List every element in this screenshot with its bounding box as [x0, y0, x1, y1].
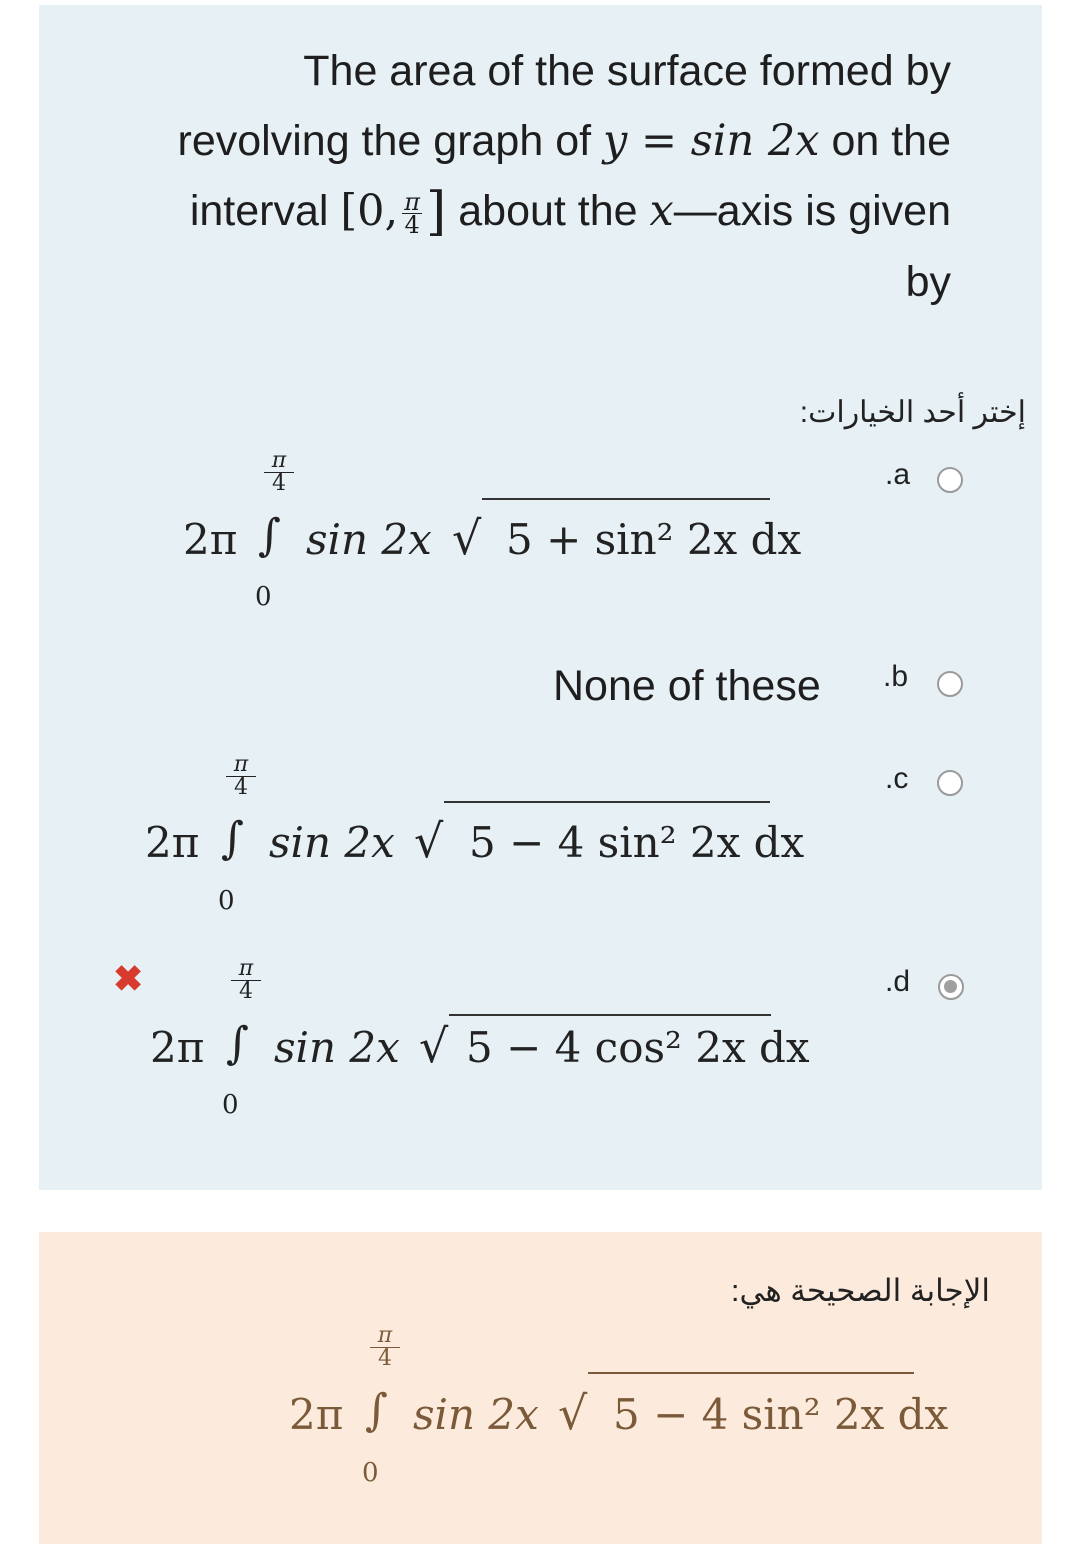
- option-d-radio[interactable]: [938, 974, 964, 1000]
- sqrt-sign: √: [452, 511, 482, 565]
- sqrt-sign: √: [419, 1019, 449, 1073]
- option-a-radio[interactable]: [937, 467, 963, 493]
- option-d-label: .d: [885, 965, 911, 998]
- option-a-label: .a: [885, 458, 911, 491]
- question-line-1: The area of the surface formed by: [303, 47, 951, 95]
- correct-answer-title: الإجابة الصحيحة هي:: [730, 1273, 990, 1308]
- incorrect-x-icon: ✖: [113, 958, 144, 999]
- integral-sign: ∫: [258, 510, 281, 561]
- option-b-radio[interactable]: [937, 671, 963, 697]
- question-line-4: by: [905, 258, 951, 306]
- option-b-label: .b: [883, 660, 909, 693]
- integral-sign: ∫: [365, 1385, 388, 1436]
- integral-sign: ∫: [221, 813, 244, 864]
- question-line-3: interval [0, $\frac{\pi}{4}$ ] about the x—axis is given: [189, 182, 951, 242]
- interval-open: [0,: [340, 186, 399, 236]
- integral-sign: ∫: [226, 1018, 249, 1069]
- option-c-radio[interactable]: [937, 770, 963, 796]
- option-b-text[interactable]: None of these: [553, 662, 821, 710]
- sqrt-sign: √: [558, 1386, 588, 1440]
- equation: y = sin 2x: [603, 116, 820, 166]
- choose-prompt: إختر أحد الخيارات:: [799, 396, 1026, 429]
- question-text: [96, 36, 951, 317]
- question-line-2: revolving the graph of y = sin 2x on the: [177, 116, 951, 166]
- interval-fraction: $\frac{\pi}{4}$: [404, 188, 420, 240]
- interval-close: ]: [425, 182, 447, 242]
- sqrt-sign: √: [414, 814, 444, 868]
- option-c-label: .c: [885, 762, 909, 795]
